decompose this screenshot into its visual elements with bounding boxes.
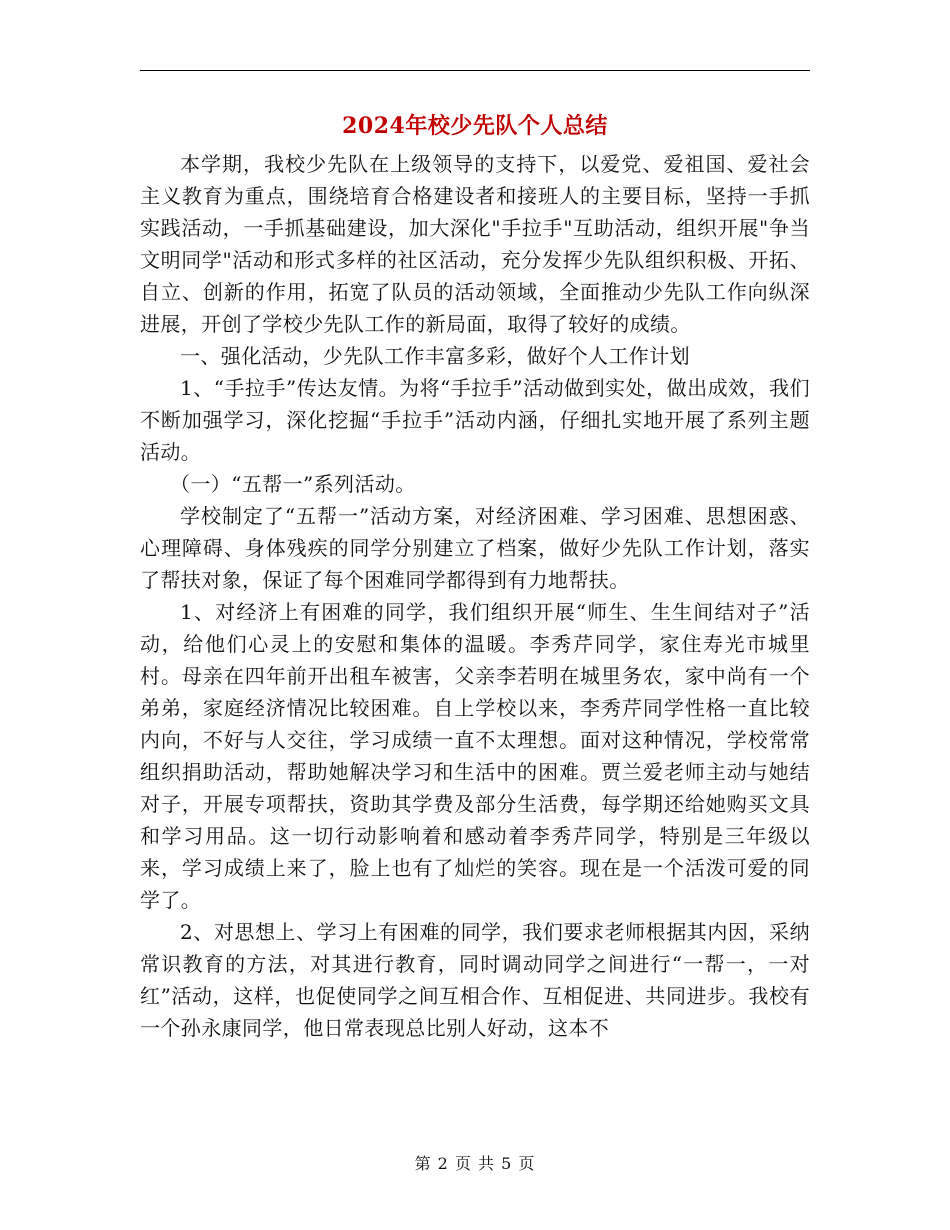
- subsection-heading: （一）“五帮一”系列活动。: [170, 472, 416, 496]
- document-body: [140, 148, 810, 1044]
- paragraph-plan: 学校制定了“五帮一”活动方案，对经济困难、学习困难、思想困惑、心理障碍、身体残疾的同学分别建立了档案，做好少先队工作计划，落实了帮扶对象，保证了每个困难同学都得到有力地帮扶。: [140, 504, 810, 592]
- paragraph-item-1: 1、“手拉手”传达友情。为将“手拉手”活动做到实处，做出成效，我们不断加强学习，深化挖掘“手拉手”活动内涵，仔细扎实地开展了系列主题活动。: [140, 376, 810, 464]
- paragraph-intro: 本学期，我校少先队在上级领导的支持下，以爱党、爱祖国、爱社会主义教育为重点，围绕培育合格建设者和接班人的主要目标，坚持一手抓实践活动，一手抓基础建设，加大深化"手拉手"互助活动，组织开展"争当文明同学"活动和形式多样的社区活动，充分发挥少先队组织积极、开拓、自立、创新的作用，拓宽了队员的活动领域，全面推动少先队工作向纵深进展，开创了学校少先队工作的新局面，取得了较好的成绩。: [140, 152, 810, 336]
- paragraph-study-help: 2、对思想上、学习上有困难的同学，我们要求老师根据其内因，采纳常识教育的方法，对其进行教育，同时调动同学之间进行“一帮一，一对红”活动，这样，也促使同学之间互相合作、互相促进、共同进步。我校有一个孙永康同学，他日常表现总比别人好动，这本不: [140, 920, 810, 1040]
- document-title: 2024年校少先队个人总结: [342, 113, 608, 139]
- header-rule: [140, 70, 810, 71]
- paragraph-economic-help: 1、对经济上有困难的同学，我们组织开展“师生、生生间结对子”活动，给他们心灵上的安慰和集体的温暖。李秀芹同学，家住寿光市城里村。母亲在四年前开出租车被害，父亲李若明在城里务农，家中尚有一个弟弟，家庭经济情况比较困难。自上学校以来，李秀芹同学性格一直比较内向，不好与人交往，学习成绩一直不太理想。面对这种情况，学校常常组织捐助活动，帮助她解决学习和生活中的困难。贾兰爱老师主动与她结对子，开展专项帮扶，资助其学费及部分生活费，每学期还给她购买文具和学习用品。这一切行动影响着和感动着李秀芹同学，特别是三年级以来，学习成绩上来了，脸上也有了灿烂的笑容。现在是一个活泼可爱的同学了。: [140, 600, 810, 912]
- section-heading: 一、强化活动，少先队工作丰富多彩，做好个人工作计划: [180, 344, 690, 368]
- page-number: 第 2 页 共 5 页: [414, 1154, 536, 1173]
